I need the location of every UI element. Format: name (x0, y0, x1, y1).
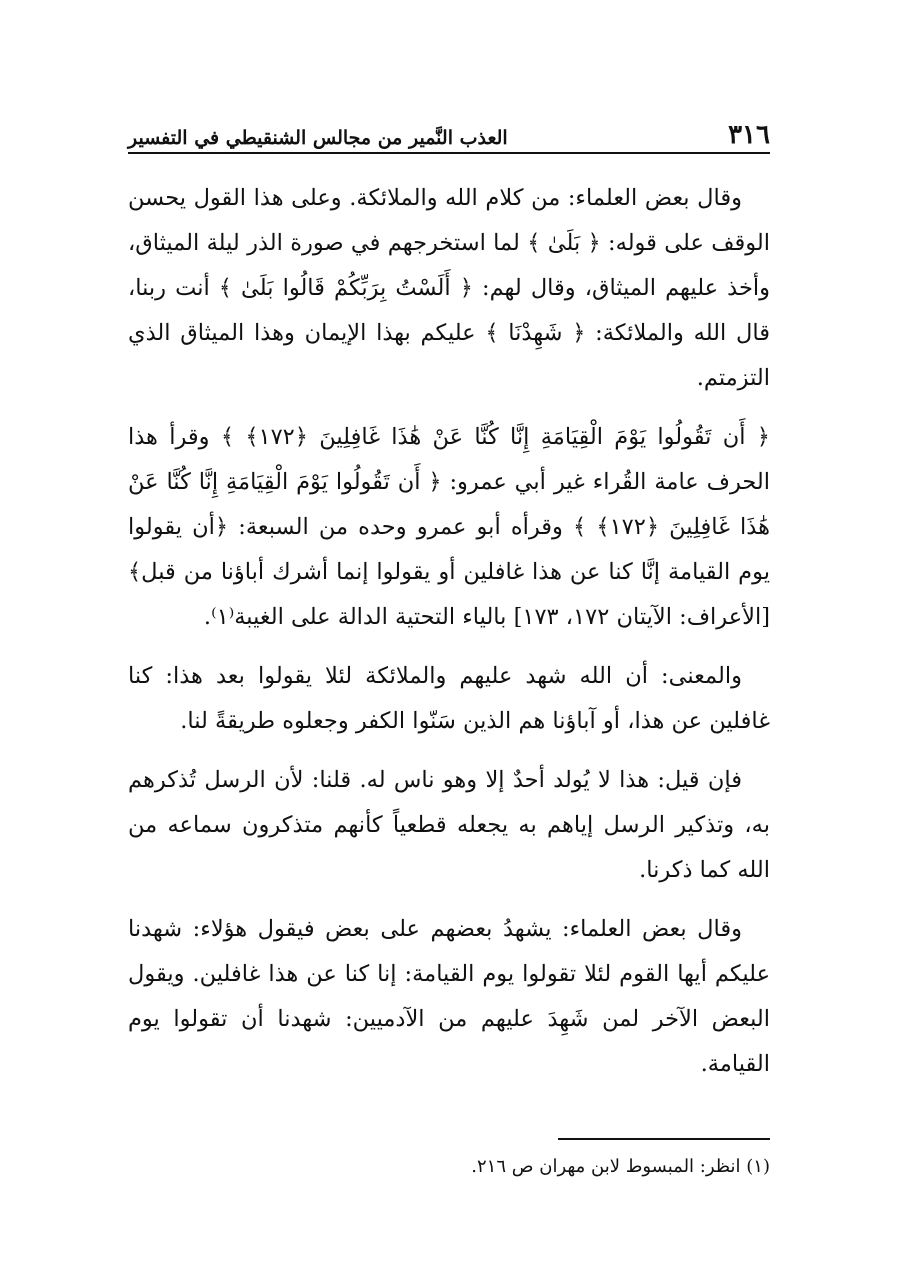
paragraph-1 (128, 176, 770, 401)
paragraph-3 (128, 654, 770, 744)
page-body (128, 176, 770, 1087)
paragraph-5-text: وقال بعض العلماء: يشهدُ بعضهم على بعض فيقول هؤلاء: شهدنا عليكم أيها القوم لئلا تقولوا يوم القيامة: إنا كنا عن هذا غافلين. ويقول البعض الآخر لمن شَهِدَ عليهم من الآدميين: شهدنا أن تقولوا يوم القيامة. (128, 916, 770, 1077)
book-page (128, 108, 770, 1177)
paragraph-1-text: وقال بعض العلماء: من كلام الله والملائكة. وعلى هذا القول يحسن الوقف على قوله: ﴿ بَلَىٰ ﴾ لما استخرجهم في صورة الذر ليلة الميثاق، وأخذ عليهم الميثاق، وقال لهم: ﴿ أَلَسْتُ بِرَبِّكُمْ قَالُوا بَلَىٰ ﴾ أنت ربنا، قال الله والملائكة: ﴿ شَهِدْنَا ﴾ عليكم بهذا الإيمان وهذا الميثاق الذي التزمتم. (128, 185, 770, 391)
paragraph-4 (128, 758, 770, 893)
paragraph-3-text: والمعنى: أن الله شهد عليهم والملائكة لئلا يقولوا بعد هذا: كنا غافلين عن هذا، أو آباؤنا هم الذين سَنّوا الكفر وجعلوه طريقةً لنا. (128, 663, 770, 734)
footnote-divider (558, 1138, 770, 1140)
paragraph-2 (128, 415, 770, 640)
book-title: العذب النَّمير من مجالس الشنقيطي في التفسير (128, 127, 508, 149)
paragraph-4-text: فإن قيل: هذا لا يُولد أحدٌ إلا وهو ناس له. قلنا: لأن الرسل تُذكرهم به، وتذكير الرسل إياهم به يجعله قطعياً كأنهم متذكرون سماعه من الله كما ذكرنا. (128, 767, 770, 883)
page-number: ٣١٦ (728, 120, 770, 150)
footnote: (١) انظر: المبسوط لابن مهران ص ٢١٦. (471, 1156, 770, 1177)
page-header (128, 108, 770, 154)
paragraph-5 (128, 907, 770, 1087)
paragraph-2-text: ﴿ أَن تَقُولُوا يَوْمَ الْقِيَامَةِ إِنَّا كُنَّا عَنْ هَٰذَا غَافِلِينَ ﴿١٧٢﴾ ﴾ وقرأ هذا الحرف عامة القُراء غير أبي عمرو: ﴿ أَن تَقُولُوا يَوْمَ الْقِيَامَةِ إِنَّا كُنَّا عَنْ هَٰذَا غَافِلِينَ ﴿١٧٢﴾ ﴾ وقرأه أبو عمرو وحده من السبعة: ﴿أن يقولوا يوم القيامة إنَّا كنا عن هذا غافلين أو يقولوا إنما أشرك أباؤنا من قبل﴾ [الأعراف: الآيتان ١٧٢، ١٧٣] بالياء التحتية الدالة على الغيبة⁽١⁾. (128, 424, 770, 630)
